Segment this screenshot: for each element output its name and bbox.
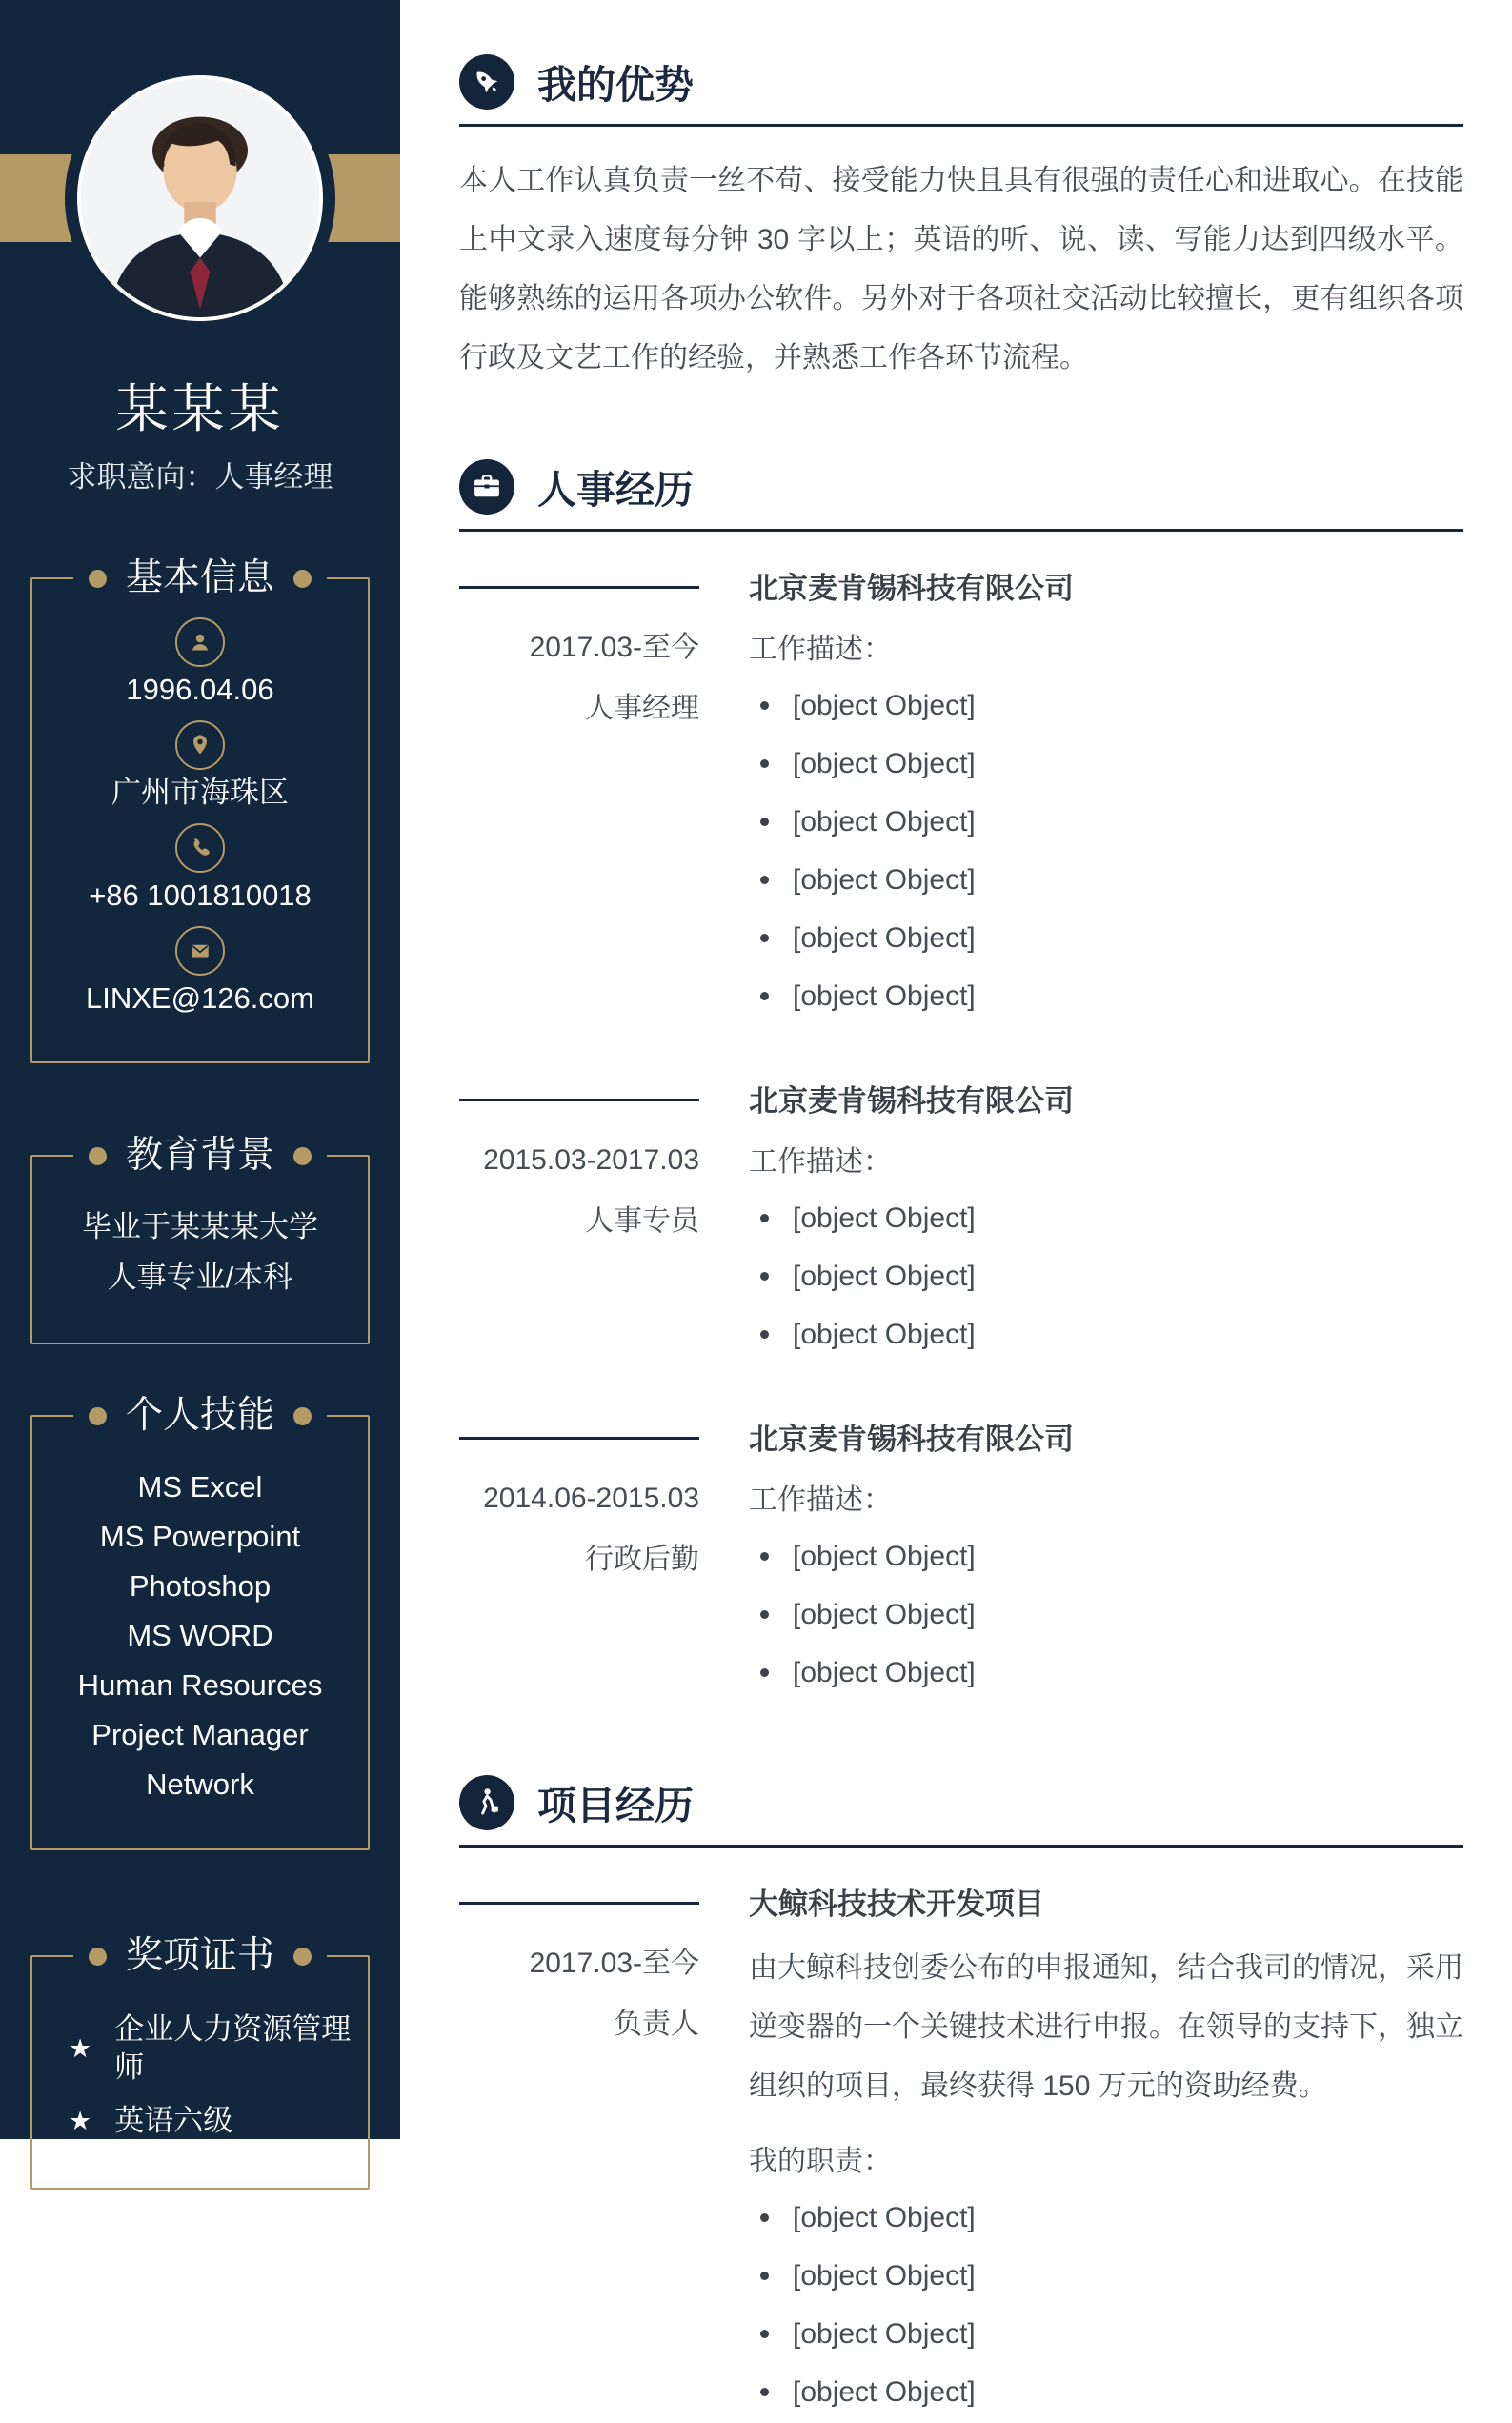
basic-info-title: 基本信息 — [73, 554, 327, 603]
projects-title: 项目经历 — [537, 1784, 694, 1827]
job-bullet: [object Object] — [749, 1646, 1463, 1700]
project-bullet: [object Object] — [749, 2307, 1463, 2361]
job-period: 2015.03-2017.03 — [483, 1144, 699, 1176]
job-bullet-list — [749, 1191, 1463, 1362]
walking-person-icon — [459, 1775, 514, 1830]
projects-header — [459, 1774, 1463, 1830]
job-period: 2017.03-至今 — [529, 632, 699, 663]
skill-item: Human Resources — [77, 1668, 323, 1702]
skill-item: MS Excel — [137, 1470, 263, 1504]
skill-item: Photoshop — [129, 1569, 272, 1603]
sidebar-section-skills — [30, 1394, 370, 1850]
job-timeline — [459, 568, 699, 1027]
section-hr-experience — [459, 458, 1463, 1704]
info-item-location — [42, 720, 358, 812]
strengths-title: 我的优势 — [537, 63, 694, 107]
star-icon: ★ — [69, 2106, 92, 2135]
strengths-divider — [459, 124, 1463, 127]
project-duty-label: 我的职责： — [749, 2146, 892, 2177]
sidebar-section-education — [30, 1134, 370, 1344]
hr-experience-title: 人事经历 — [537, 468, 694, 512]
job-bullet: [object Object] — [749, 853, 1463, 907]
timeline-line — [459, 1099, 699, 1101]
job-bullet: [object Object] — [749, 795, 1463, 849]
section-strengths — [459, 53, 1463, 388]
education-major: 人事专业/本科 — [107, 1261, 293, 1294]
job-bullet: [object Object] — [749, 1587, 1463, 1642]
job-bullet: [object Object] — [749, 1191, 1463, 1245]
job-intention: 求职意向：人事经理 — [67, 460, 333, 494]
projects-divider — [459, 1845, 1463, 1848]
skill-item: Network — [146, 1767, 254, 1801]
skill-item: MS WORD — [127, 1619, 273, 1652]
job-bullet: [object Object] — [749, 678, 1463, 733]
job-bullet: [object Object] — [749, 1529, 1463, 1584]
education-title: 教育背景 — [73, 1131, 327, 1181]
rocket-icon — [459, 54, 514, 110]
job-entry — [459, 1080, 1463, 1365]
project-name: 大鲸科技技术开发项目 — [749, 1888, 1044, 1921]
job-list — [459, 568, 1463, 1704]
star-icon: ★ — [69, 2033, 92, 2063]
sidebar-section-awards — [30, 1934, 370, 2190]
hr-experience-header — [459, 458, 1463, 515]
job-role: 行政后勤 — [585, 1544, 699, 1575]
main-content — [459, 0, 1463, 2423]
hr-experience-divider — [459, 529, 1463, 532]
project-role: 负责人 — [614, 2009, 699, 2040]
job-role: 人事经理 — [585, 693, 699, 724]
job-company: 北京麦肯锡科技有限公司 — [749, 1084, 1074, 1118]
phone-value: +86 1001810018 — [89, 878, 312, 912]
education-school: 毕业于某某某大学 — [82, 1210, 318, 1243]
timeline-line — [459, 1902, 699, 1905]
job-entry — [459, 1419, 1463, 1704]
skill-item: Project Manager — [91, 1718, 309, 1751]
job-desc-label: 工作描述： — [749, 634, 892, 665]
info-item-email — [42, 926, 358, 1018]
project-bullet: [object Object] — [749, 2365, 1463, 2419]
job-desc-label: 工作描述： — [749, 1484, 892, 1516]
email-icon — [175, 926, 225, 976]
project-bullet-list — [749, 2191, 1463, 2419]
job-bullet: [object Object] — [749, 1249, 1463, 1303]
profile-photo — [77, 75, 323, 321]
job-details — [749, 1419, 1463, 1704]
project-paragraph: 由大鲸科技创委公布的申报通知，结合我司的情况，采用逆变器的一个关键技术进行申报。在领导的支持下，独立组织的项目，最终获得 150 万元的资助经费。 — [749, 1952, 1463, 2102]
project-entry — [459, 1884, 1463, 2423]
job-period: 2014.06-2015.03 — [483, 1483, 699, 1514]
job-entry — [459, 568, 1463, 1027]
job-details — [749, 1080, 1463, 1365]
award-label: 企业人力资源管理师 — [114, 2012, 352, 2084]
job-timeline — [459, 1419, 699, 1704]
email-value: LINXE@126.com — [86, 981, 314, 1015]
skill-item: MS Powerpoint — [99, 1520, 301, 1553]
awards-list — [42, 2010, 358, 2140]
project-period: 2017.03-至今 — [529, 1948, 699, 1979]
user-icon — [175, 617, 225, 667]
avatar — [81, 79, 319, 317]
location-value: 广州市海珠区 — [111, 776, 289, 809]
project-bullet: [object Object] — [749, 2249, 1463, 2303]
job-bullet: [object Object] — [749, 969, 1463, 1023]
profile-photo-frame — [65, 63, 335, 333]
skills-title: 个人技能 — [73, 1391, 327, 1441]
job-desc-label: 工作描述： — [749, 1146, 892, 1178]
briefcase-icon — [459, 459, 514, 515]
job-bullet-list — [749, 678, 1463, 1023]
birthday-value: 1996.04.06 — [126, 673, 274, 706]
awards-title: 奖项证书 — [73, 1931, 327, 1981]
timeline-line — [459, 1437, 699, 1440]
job-bullet: [object Object] — [749, 911, 1463, 965]
job-bullet: [object Object] — [749, 737, 1463, 791]
info-item-birthday — [42, 617, 358, 709]
skills-list — [42, 1469, 358, 1802]
sidebar — [0, 0, 400, 2139]
location-icon — [175, 720, 225, 770]
phone-icon — [175, 823, 225, 873]
job-bullet-list — [749, 1529, 1463, 1700]
candidate-name: 某某某 — [115, 379, 285, 438]
job-role: 人事专员 — [585, 1205, 699, 1237]
section-projects — [459, 1774, 1463, 2423]
job-bullet: [object Object] — [749, 1307, 1463, 1362]
award-label: 英语六级 — [114, 2104, 233, 2137]
job-company: 北京麦肯锡科技有限公司 — [749, 1423, 1074, 1456]
strengths-header — [459, 53, 1463, 110]
project-timeline — [459, 1884, 699, 2423]
project-bullet: [object Object] — [749, 2191, 1463, 2245]
award-item — [69, 2010, 358, 2087]
award-item — [69, 2102, 358, 2140]
strengths-paragraph: 本人工作认真负责一丝不苟、接受能力快且具有很强的责任心和进取心。在技能上中文录入速度每分钟 30 字以上；英语的听、说、读、写能力达到四级水平。能够熟练的运用各项办公软件。另外对于各项社交活动比较擅长，更有组织各项行政及文艺工作的经验，并熟悉工作各环节流程。 — [459, 165, 1463, 374]
sidebar-section-basic-info — [30, 556, 370, 1063]
project-list — [459, 1884, 1463, 2423]
project-details — [749, 1884, 1463, 2423]
timeline-line — [459, 586, 699, 589]
job-timeline — [459, 1080, 699, 1365]
job-details — [749, 568, 1463, 1027]
job-company: 北京麦肯锡科技有限公司 — [749, 572, 1074, 605]
info-item-phone — [42, 823, 358, 915]
